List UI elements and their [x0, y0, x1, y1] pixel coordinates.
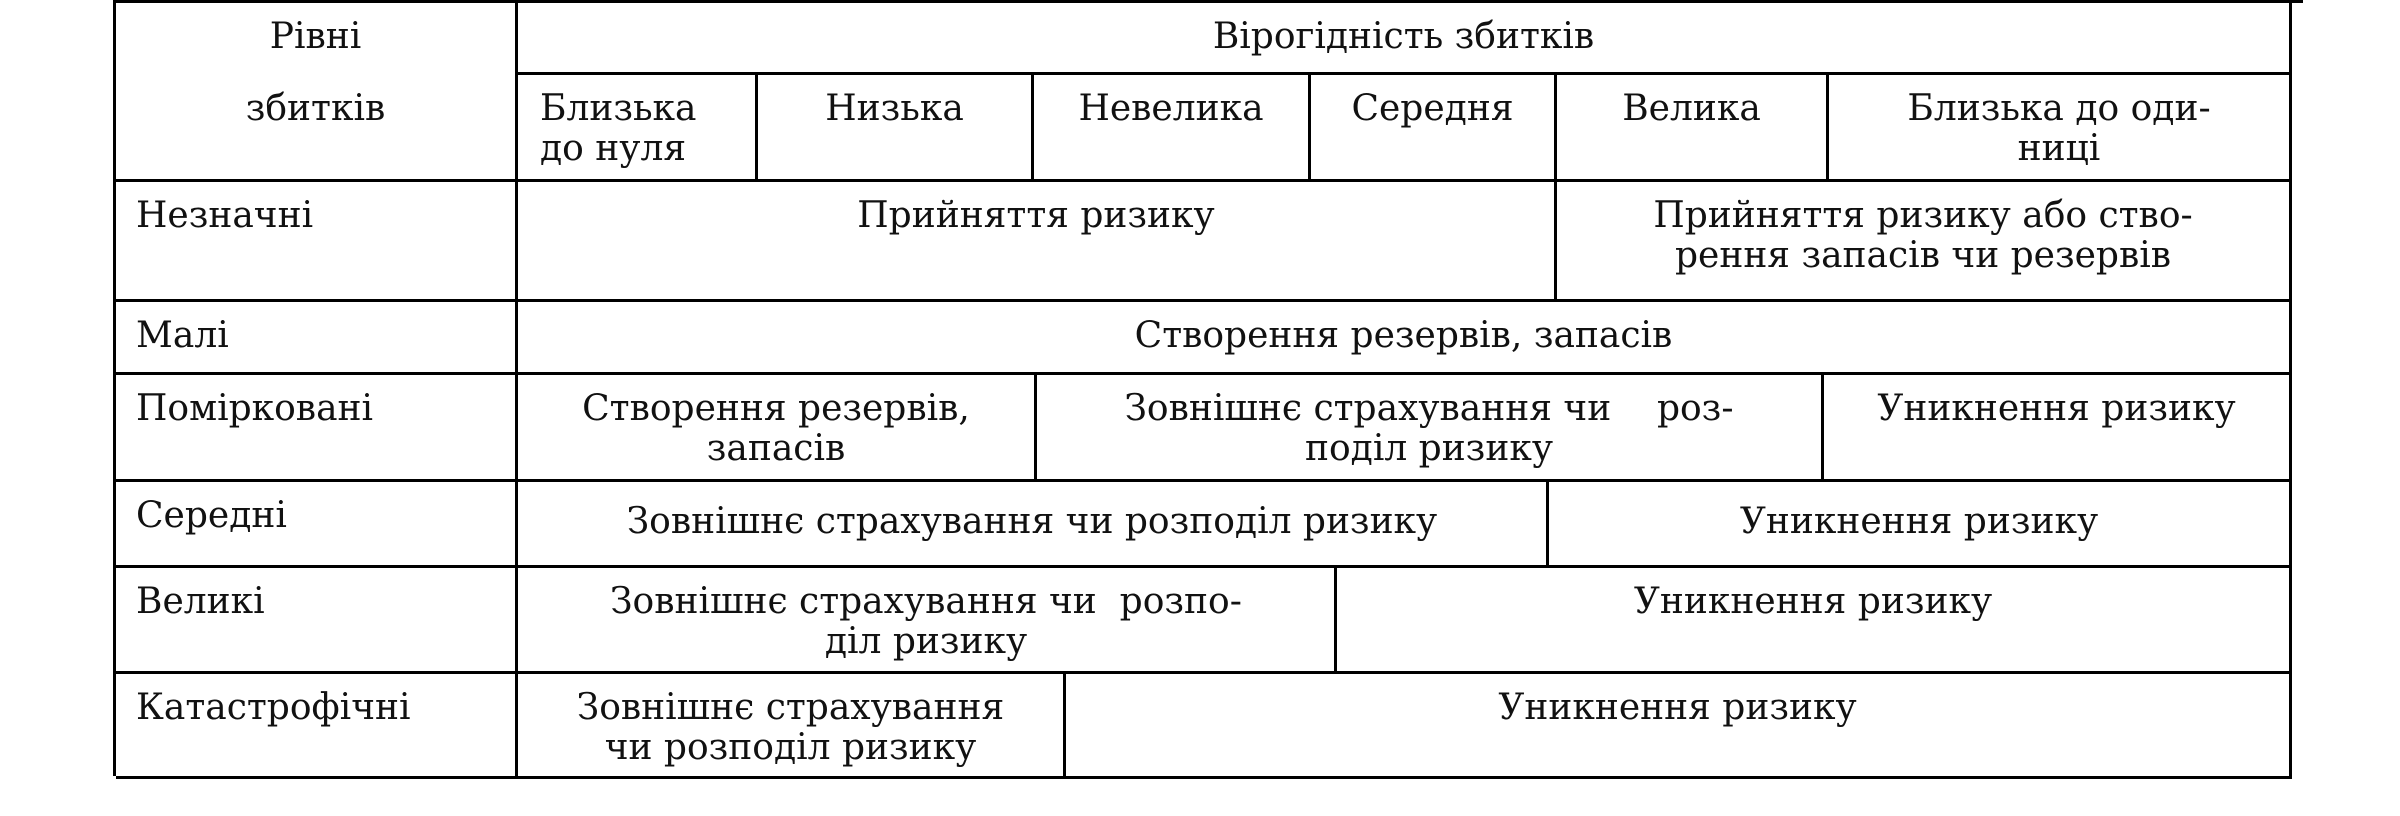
damage-level-label: Катастрофічні	[136, 687, 411, 728]
strategy-cell	[1824, 375, 2289, 479]
damage-level-label: Помірковані	[136, 388, 374, 429]
strategy-text: Уникнення ризику	[1877, 388, 2236, 429]
probability-header: Вірогідність збитків	[1212, 16, 1595, 57]
strategy-text: поділ ризику	[1304, 428, 1553, 469]
row-label-cell	[116, 674, 518, 779]
strategy-text: Зовнішнє страхування чи розподіл ризику	[626, 501, 1438, 542]
damage-level-label: Великі	[136, 581, 265, 622]
strategy-text: Створення резервів, запасів	[1134, 315, 1673, 356]
prob-level-cell	[1311, 75, 1557, 182]
strategy-text: Уникнення ризику	[1633, 581, 1993, 622]
prob-level-line: Велика	[1622, 88, 1761, 129]
strategy-cell	[1549, 482, 2289, 565]
probability-header-cell	[518, 3, 2292, 75]
strategy-cell	[518, 482, 1549, 565]
strategy-row-container	[518, 482, 2292, 568]
damage-level-label: Незначні	[136, 195, 314, 236]
row-label-cell	[116, 302, 518, 375]
strategy-text: Зовнішнє страхування чи роз-	[1124, 388, 1734, 429]
strategy-text: діл ризику	[824, 621, 1028, 662]
prob-level-line: Середня	[1351, 88, 1514, 129]
prob-level-line: Низька	[825, 88, 964, 129]
prob-level-line: Невелика	[1078, 88, 1264, 129]
strategy-text: запасів	[706, 428, 846, 469]
strategy-text: Прийняття ризику	[857, 195, 1215, 236]
corner-header-cell	[116, 3, 518, 182]
risk-strategy-table	[113, 0, 2303, 776]
prob-level-cell	[758, 75, 1034, 182]
strategy-text: чи розподіл ризику	[604, 727, 977, 768]
row-label-cell	[116, 482, 518, 568]
strategy-cell	[1557, 182, 2292, 302]
strategy-text: Прийняття ризику або ство-	[1653, 195, 2193, 236]
strategy-cell	[518, 375, 1037, 479]
strategy-text: Уникнення ризику	[1498, 687, 1857, 728]
prob-level-cell	[1829, 75, 2292, 182]
row-label-cell	[116, 182, 518, 302]
prob-level-line: до нуля	[540, 128, 687, 169]
row-label-cell	[116, 568, 518, 674]
strategy-cell	[1037, 375, 1824, 479]
prob-level-line: Близька	[540, 88, 697, 129]
strategy-cell	[1066, 674, 2289, 776]
prob-level-cell	[1034, 75, 1311, 182]
corner-header-line1: Рівні	[269, 16, 362, 57]
row-label-cell	[116, 375, 518, 482]
strategy-cell	[518, 182, 1557, 302]
strategy-row-container	[518, 674, 2292, 779]
strategy-cell	[518, 568, 1337, 671]
strategy-text: Зовнішнє страхування чи розпо-	[610, 581, 1242, 622]
damage-level-label: Середні	[136, 495, 287, 536]
strategy-text: рення запасів чи резервів	[1674, 235, 2172, 276]
prob-level-cell	[518, 75, 758, 182]
prob-level-cell	[1557, 75, 1829, 182]
strategy-row-container	[518, 375, 2292, 482]
strategy-cell	[518, 302, 2292, 375]
strategy-cell	[518, 674, 1066, 776]
strategy-row-container	[518, 568, 2292, 674]
strategy-text: Зовнішнє страхування	[576, 687, 1005, 728]
prob-level-line: Близька до оди-	[1907, 88, 2211, 129]
strategy-cell	[1337, 568, 2289, 671]
prob-level-line: ниці	[2017, 128, 2101, 169]
corner-header-line2: збитків	[245, 88, 386, 129]
strategy-text: Створення резервів,	[582, 388, 970, 429]
damage-level-label: Малі	[136, 315, 229, 356]
strategy-text: Уникнення ризику	[1739, 501, 2099, 542]
